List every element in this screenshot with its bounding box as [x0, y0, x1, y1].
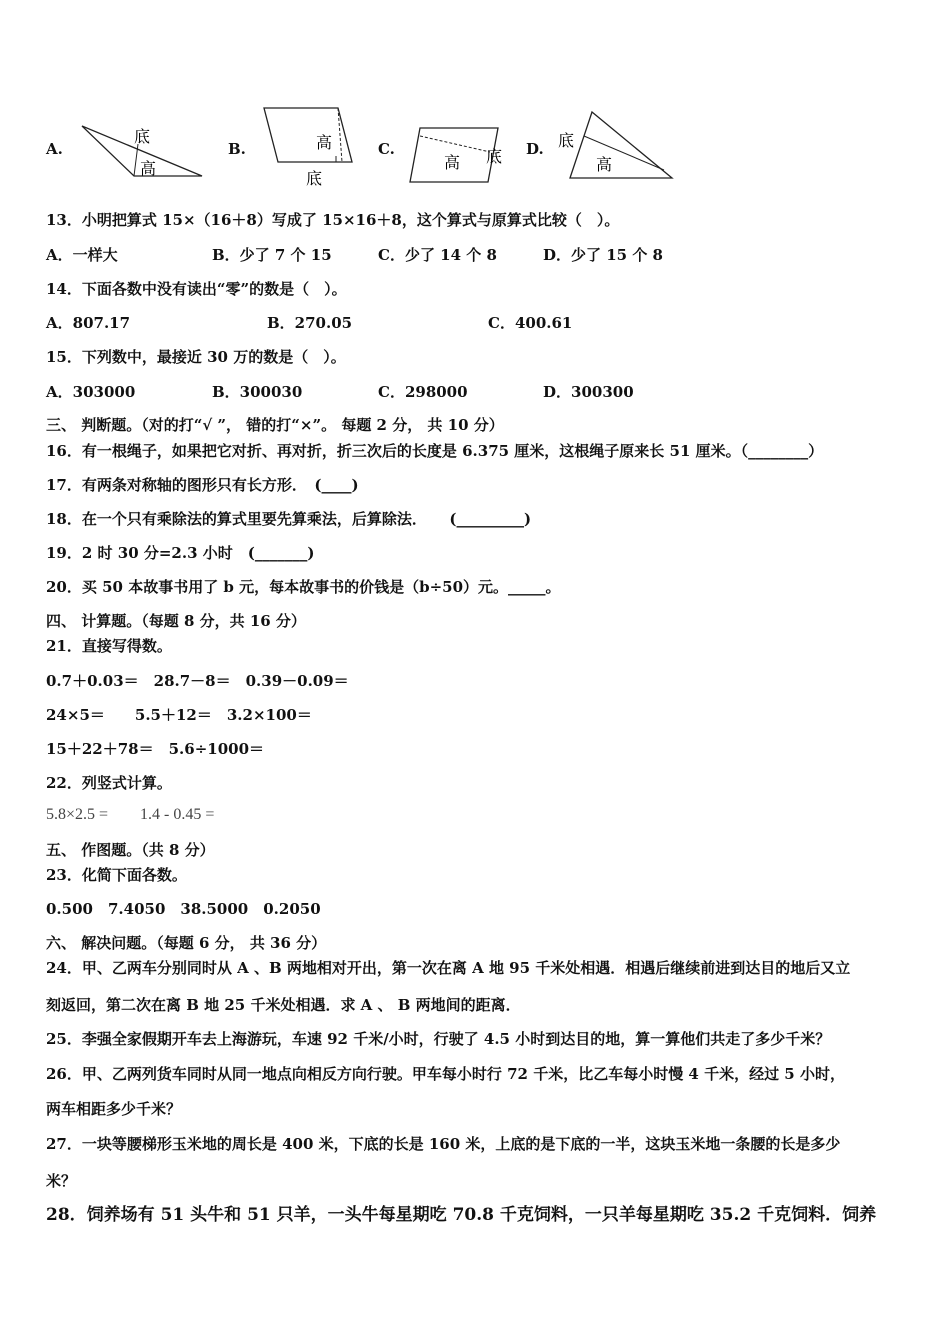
question-24-line-1: 24．甲、乙两车分别同时从 A 、B 两地相对开出，第一次在离 A 地 95 千米处相遇．相遇后继续前进到达目的地后又立	[46, 959, 851, 977]
question-20: 20．买 50 本故事书用了 b 元，每本故事书的价钱是（b÷50）元。_____。	[46, 578, 561, 596]
q15-option-d: D．300300	[543, 383, 634, 401]
figure-c-height-text: 高	[444, 153, 461, 172]
q21-row-2: 24×5＝ 5.5＋12＝ 3.2×100＝	[46, 706, 312, 724]
question-17: 17．有两条对称轴的图形只有长方形． (____)	[46, 476, 359, 494]
question-26-line-2: 两车相距多少千米？	[46, 1100, 182, 1118]
question-28: 28．饲养场有 51 头牛和 51 只羊，一头牛每星期吃 70.8 千克饲料，一只羊每星期吃 35.2 千克饲料．饲养	[46, 1205, 877, 1225]
question-24-line-2: 刻返回，第二次在离 B 地 25 千米处相遇．求 A 、 B 两地间的距离．	[46, 996, 521, 1014]
q21-row-1: 0.7＋0.03＝ 28.7－8＝ 0.39－0.09＝	[46, 672, 349, 690]
question-13: 13．小明把算式 15×（16＋8）写成了 15×16＋8，这个算式与原算式比较（ ）。	[46, 211, 620, 229]
question-23: 23．化简下面各数。	[46, 866, 187, 884]
question-14: 14．下面各数中没有读出“零”的数是（ ）。	[46, 280, 347, 298]
q13-option-b: B．少了 7 个 15	[212, 246, 332, 264]
q13-option-c: C．少了 14 个 8	[378, 246, 497, 264]
question-21: 21．直接写得数。	[46, 637, 172, 655]
figure-d-base-text: 底	[558, 131, 575, 150]
q21-row-3: 15＋22＋78＝ 5.6÷1000＝	[46, 740, 265, 758]
section-4-heading: 四、 计算题。（每题 8 分，共 16 分）	[46, 612, 306, 630]
section-6-heading: 六、 解决问题。（每题 6 分， 共 36 分）	[46, 934, 327, 952]
figure-b-height-text: 高	[316, 133, 333, 152]
question-15: 15．下列数中，最接近 30 万的数是（ ）。	[46, 348, 346, 366]
q14-option-b: B．270.05	[267, 314, 353, 332]
option-b-label: B.	[228, 140, 246, 158]
question-18: 18．在一个只有乘除法的算式里要先算乘法，后算除法． (_________)	[46, 510, 532, 528]
option-d-label: D.	[526, 140, 544, 158]
question-19: 19．2 时 30 分=2.3 小时 (_______)	[46, 544, 315, 562]
q14-option-c: C．400.61	[488, 314, 573, 332]
figure-d-height-text: 高	[596, 155, 613, 174]
section-3-heading: 三、 判断题。（对的打“√ ”， 错的打“×”。 每题 2 分， 共 10 分）	[46, 416, 504, 434]
figure-a-height-text: 高	[140, 159, 157, 178]
q23-row: 0.500 7.4050 38.5000 0.2050	[46, 900, 321, 918]
q13-option-d: D．少了 15 个 8	[543, 246, 663, 264]
q15-option-a: A．303000	[46, 383, 136, 401]
question-25: 25．李强全家假期开车去上海游玩，车速 92 千米/小时，行驶了 4.5 小时到达目的地，算一算他们共走了多少千米？	[46, 1030, 831, 1048]
figure-c-parallelogram	[406, 122, 516, 186]
option-c-label: C.	[378, 140, 395, 158]
figure-d-triangle	[552, 106, 676, 184]
question-22: 22．列竖式计算。	[46, 774, 172, 792]
question-27-line-1: 27．一块等腰梯形玉米地的周长是 400 米，下底的长是 160 米，上底的是下底的一半，这块玉米地一条腰的长是多少	[46, 1135, 841, 1153]
figure-a-base-text: 底	[134, 127, 151, 146]
q15-option-c: C．298000	[378, 383, 468, 401]
q15-option-b: B．300030	[212, 383, 303, 401]
figure-b-parallelogram	[258, 104, 358, 190]
q13-option-a: A．一样大	[46, 246, 118, 264]
section-5-heading: 五、 作图题。（共 8 分）	[46, 841, 215, 859]
question-26-line-1: 26．甲、乙两列货车同时从同一地点向相反方向行驶。甲车每小时行 72 千米，比乙车每小时慢 4 千米，经过 5 小时，	[46, 1065, 845, 1083]
figure-b-base-text: 底	[306, 169, 323, 188]
question-27-line-2: 米？	[46, 1172, 77, 1190]
question-16: 16．有一根绳子，如果把它对折、再对折，折三次后的长度是 6.375 厘米，这根绳子原来长 51 厘米。（________）	[46, 442, 824, 460]
q14-option-a: A．807.17	[46, 314, 131, 332]
q22-row: 5.8×2.5 = 1.4 - 0.45 =	[46, 806, 215, 823]
option-a-label: A.	[46, 140, 63, 158]
figure-c-base-text: 底	[486, 147, 503, 166]
figure-a-triangle	[78, 118, 208, 182]
